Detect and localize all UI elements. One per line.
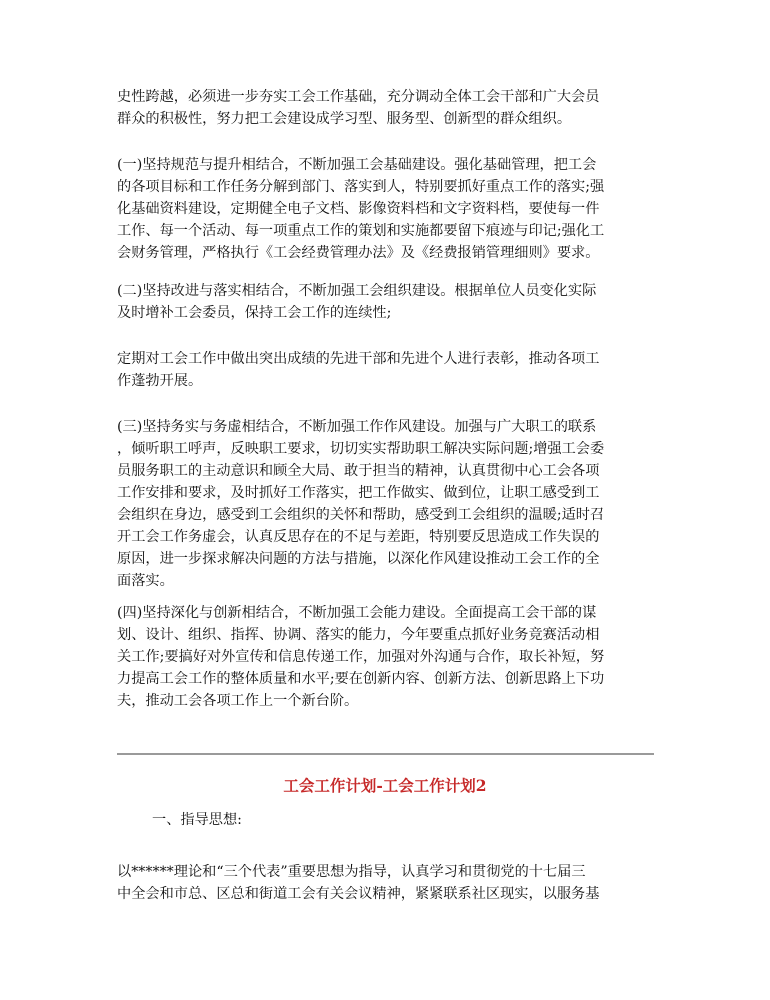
text-line: 工作、每一个活动、每一项重点工作的策划和实施都要留下痕迹与印记;强化工 xyxy=(117,223,605,239)
text-line: 及时增补工会委员，保持工会工作的连续性; xyxy=(117,305,392,321)
text-line: 的各项目标和工作任务分解到部门、落实到人，特别要抓好重点工作的落实;强 xyxy=(117,179,605,195)
text-line: (二)坚持改进与落实相结合，不断加强工会组织建设。根据单位人员变化实际 xyxy=(117,283,597,299)
text-line: 作蓬勃开展。 xyxy=(117,373,203,389)
text-line: 力提高工会工作的整体质量和水平;要在创新内容、创新方法、创新思路上下功 xyxy=(117,671,605,687)
section-heading: 一、指导思想: xyxy=(152,812,242,828)
text-line: 关工作;要搞好对外宣传和信息传递工作，加强对外沟通与合作，取长补短，努 xyxy=(117,649,605,665)
paragraph-item-3 xyxy=(117,416,657,592)
text-line: 划、设计、组织、指挥、协调、落实的能力，今年要重点抓好业务竞赛活动相 xyxy=(117,627,600,643)
text-line: 以******理论和“三个代表”重要思想为指导，认真学习和贯彻党的十七届三 xyxy=(117,864,586,880)
text-line: 工作安排和要求，及时抓好工作落实，把工作做实、做到位，让职工感受到工 xyxy=(117,485,600,501)
text-line: 群众的积极性，努力把工会建设成学习型、服务型、创新型的群众组织。 xyxy=(117,111,572,127)
text-line: 定期对工会工作中做出突出成绩的先进干部和先进个人进行表彰，推动各项工 xyxy=(117,351,600,367)
text-line: 中全会和市总、区总和街道工会有关会议精神，紧紧联系社区现实，以服务基 xyxy=(117,886,600,902)
paragraph-commendation xyxy=(117,348,657,392)
section-divider xyxy=(117,753,654,755)
paragraph-item-2 xyxy=(117,280,657,324)
text-line: 化基础资料建设，定期健全电子文档、影像资料档和文字资料档，要使每一件 xyxy=(117,201,600,217)
text-line: (四)坚持深化与创新相结合，不断加强工会能力建设。全面提高工会干部的谋 xyxy=(117,605,597,621)
text-line: 会财务管理，严格执行《工会经费管理办法》及《经费报销管理细则》要求。 xyxy=(117,245,600,261)
text-line: 会组织在身边，感受到工会组织的关怀和帮助，感受到工会组织的温暖;适时召 xyxy=(117,507,605,523)
section-title: 工会工作计划-工会工作计划2 xyxy=(283,776,487,795)
text-line: ，倾听职工呼声，反映职工要求，切切实实帮助职工解决实际问题;增强工会委 xyxy=(117,441,605,457)
text-line: (三)坚持务实与务虚相结合，不断加强工作作风建设。加强与广大职工的联系 xyxy=(117,419,597,435)
paragraph-item-4 xyxy=(117,602,657,712)
text-line: 面落实。 xyxy=(117,573,174,589)
text-line: 开工会工作务虚会，认真反思存在的不足与差距，特别要反思造成工作失误的 xyxy=(117,529,600,545)
text-line: 员服务职工的主动意识和顾全大局、敢于担当的精神，认真贯彻中心工会各项 xyxy=(117,463,600,479)
paragraph-guiding-ideology xyxy=(117,861,657,905)
text-line: 夫，推动工会各项工作上一个新台阶。 xyxy=(117,693,359,709)
paragraph-intro xyxy=(117,86,657,130)
text-line: 史性跨越，必须进一步夯实工会工作基础，充分调动全体工会干部和广大会员 xyxy=(117,89,600,105)
text-line: (一)坚持规范与提升相结合，不断加强工会基础建设。强化基础管理，把工会 xyxy=(117,157,597,173)
paragraph-item-1 xyxy=(117,154,657,264)
text-line: 原因，进一步探求解决问题的方法与措施，以深化作风建设推动工会工作的全 xyxy=(117,551,600,567)
